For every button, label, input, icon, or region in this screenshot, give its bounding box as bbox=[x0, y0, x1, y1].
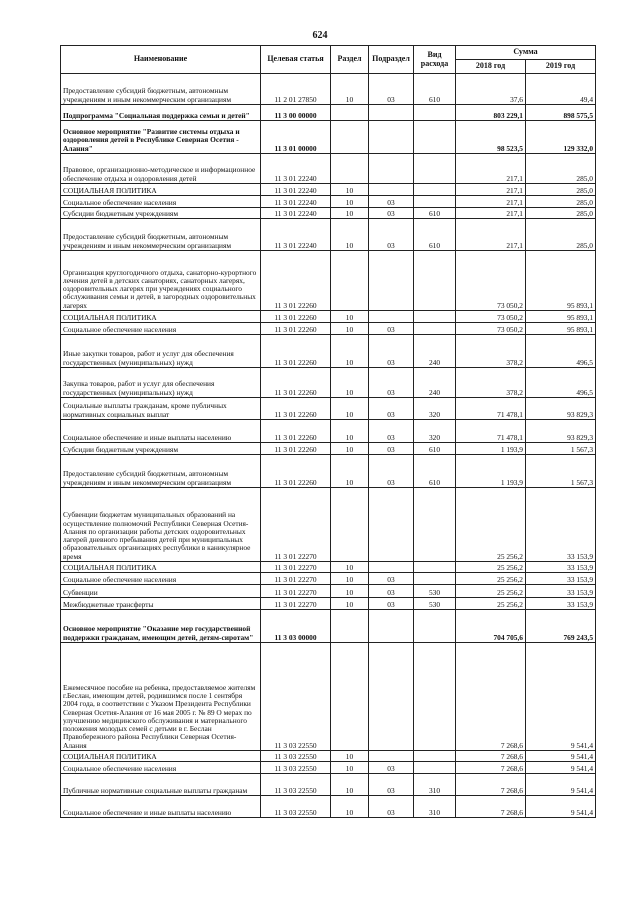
row-sum-2019: 1 567,3 bbox=[526, 455, 596, 488]
table-row bbox=[61, 398, 596, 420]
row-target: 11 3 01 22240 bbox=[261, 208, 331, 219]
table-row bbox=[61, 488, 596, 562]
row-subsection bbox=[369, 251, 414, 311]
row-subsection bbox=[369, 488, 414, 562]
row-subsection bbox=[369, 105, 414, 121]
row-section bbox=[331, 251, 369, 311]
row-name: Субсидии бюджетным учреждениям bbox=[61, 208, 261, 219]
table-row bbox=[61, 751, 596, 762]
row-section: 10 bbox=[331, 573, 369, 585]
row-subsection: 03 bbox=[369, 573, 414, 585]
table-row bbox=[61, 774, 596, 796]
row-expense-type: 240 bbox=[414, 368, 456, 398]
row-expense-type: 310 bbox=[414, 796, 456, 818]
header-expense-type: Вид расхода bbox=[414, 46, 456, 74]
row-sum-2018: 73 050,2 bbox=[456, 323, 526, 335]
header-section: Раздел bbox=[331, 46, 369, 74]
row-target: 11 3 01 22260 bbox=[261, 455, 331, 488]
header-2018: 2018 год bbox=[456, 60, 526, 74]
table-row bbox=[61, 796, 596, 818]
row-target: 11 3 01 22240 bbox=[261, 184, 331, 196]
table-row bbox=[61, 443, 596, 455]
row-name: Правовое, организационно-методическое и информационное обеспечение отдыха и оздоровления детей bbox=[61, 154, 261, 184]
table-row bbox=[61, 573, 596, 585]
row-section: 10 bbox=[331, 184, 369, 196]
row-sum-2018: 25 256,2 bbox=[456, 585, 526, 598]
row-subsection: 03 bbox=[369, 796, 414, 818]
row-expense-type bbox=[414, 610, 456, 643]
table-row bbox=[61, 105, 596, 121]
row-sum-2019: 93 829,3 bbox=[526, 420, 596, 443]
row-name: Социальное обеспечение населения bbox=[61, 323, 261, 335]
row-subsection: 03 bbox=[369, 196, 414, 208]
row-expense-type: 530 bbox=[414, 585, 456, 598]
row-name: СОЦИАЛЬНАЯ ПОЛИТИКА bbox=[61, 562, 261, 573]
row-sum-2019: 95 893,1 bbox=[526, 323, 596, 335]
row-expense-type bbox=[414, 562, 456, 573]
row-name: Основное мероприятие "Развитие системы отдыха и оздоровления детей в Республике Северная Осетия - Алания" bbox=[61, 121, 261, 154]
row-name: Предоставление субсидий бюджетным, автономным учреждениям и иным некоммерческим организациям bbox=[61, 219, 261, 251]
table-row bbox=[61, 323, 596, 335]
row-target: 11 3 03 22550 bbox=[261, 796, 331, 818]
table-row bbox=[61, 762, 596, 774]
row-subsection: 03 bbox=[369, 774, 414, 796]
row-sum-2018: 25 256,2 bbox=[456, 598, 526, 610]
row-section: 10 bbox=[331, 796, 369, 818]
row-sum-2019: 769 243,5 bbox=[526, 610, 596, 643]
row-sum-2018: 1 193,9 bbox=[456, 455, 526, 488]
row-target: 11 3 01 22260 bbox=[261, 311, 331, 323]
row-target: 11 3 01 22260 bbox=[261, 251, 331, 311]
row-sum-2018: 378,2 bbox=[456, 335, 526, 368]
row-sum-2018: 217,1 bbox=[456, 219, 526, 251]
row-name: Иные закупки товаров, работ и услуг для обеспечения государственных (муниципальных) нужд bbox=[61, 335, 261, 368]
row-section: 10 bbox=[331, 74, 369, 105]
row-target: 11 3 01 22260 bbox=[261, 335, 331, 368]
row-sum-2018: 71 478,1 bbox=[456, 420, 526, 443]
row-sum-2018: 37,6 bbox=[456, 74, 526, 105]
row-section: 10 bbox=[331, 208, 369, 219]
row-sum-2019: 496,5 bbox=[526, 368, 596, 398]
row-sum-2018: 25 256,2 bbox=[456, 488, 526, 562]
table-row bbox=[61, 184, 596, 196]
row-name: Основное мероприятие "Оказание мер государственной поддержки гражданам, имеющим детей, детям-сиротам" bbox=[61, 610, 261, 643]
row-section bbox=[331, 121, 369, 154]
row-sum-2019: 9 541,4 bbox=[526, 751, 596, 762]
row-expense-type: 610 bbox=[414, 74, 456, 105]
row-section: 10 bbox=[331, 443, 369, 455]
row-subsection: 03 bbox=[369, 323, 414, 335]
row-expense-type: 530 bbox=[414, 598, 456, 610]
row-subsection: 03 bbox=[369, 598, 414, 610]
row-subsection: 03 bbox=[369, 208, 414, 219]
row-sum-2018: 803 229,1 bbox=[456, 105, 526, 121]
row-expense-type bbox=[414, 105, 456, 121]
row-expense-type: 310 bbox=[414, 774, 456, 796]
row-sum-2019: 9 541,4 bbox=[526, 643, 596, 751]
row-target: 11 3 03 22550 bbox=[261, 774, 331, 796]
row-subsection bbox=[369, 562, 414, 573]
row-name: СОЦИАЛЬНАЯ ПОЛИТИКА bbox=[61, 751, 261, 762]
row-subsection: 03 bbox=[369, 219, 414, 251]
row-target: 11 3 01 00000 bbox=[261, 121, 331, 154]
row-name: Предоставление субсидий бюджетным, автономным учреждениям и иным некоммерческим организациям bbox=[61, 455, 261, 488]
row-target: 11 3 01 22240 bbox=[261, 196, 331, 208]
row-subsection: 03 bbox=[369, 455, 414, 488]
row-target: 11 3 01 22270 bbox=[261, 562, 331, 573]
row-sum-2018: 378,2 bbox=[456, 368, 526, 398]
row-expense-type: 610 bbox=[414, 443, 456, 455]
header-2019: 2019 год bbox=[526, 60, 596, 74]
row-sum-2018: 73 050,2 bbox=[456, 251, 526, 311]
row-target: 11 3 01 22260 bbox=[261, 323, 331, 335]
header-name: Наименование bbox=[61, 46, 261, 74]
table-row bbox=[61, 154, 596, 184]
row-sum-2018: 1 193,9 bbox=[456, 443, 526, 455]
row-sum-2019: 285,0 bbox=[526, 219, 596, 251]
row-expense-type: 320 bbox=[414, 420, 456, 443]
row-sum-2019: 9 541,4 bbox=[526, 796, 596, 818]
row-subsection: 03 bbox=[369, 398, 414, 420]
row-section: 10 bbox=[331, 196, 369, 208]
row-subsection bbox=[369, 184, 414, 196]
row-name: Социальное обеспечение и иные выплаты населению bbox=[61, 796, 261, 818]
row-sum-2018: 73 050,2 bbox=[456, 311, 526, 323]
row-section bbox=[331, 643, 369, 751]
row-name: Закупка товаров, работ и услуг для обеспечения государственных (муниципальных) нужд bbox=[61, 368, 261, 398]
row-sum-2019: 49,4 bbox=[526, 74, 596, 105]
row-name: Субвенции bbox=[61, 585, 261, 598]
row-section: 10 bbox=[331, 751, 369, 762]
row-subsection: 03 bbox=[369, 368, 414, 398]
row-expense-type bbox=[414, 184, 456, 196]
header-sum: Сумма bbox=[456, 46, 596, 60]
row-expense-type: 240 bbox=[414, 335, 456, 368]
row-sum-2018: 217,1 bbox=[456, 154, 526, 184]
table-row bbox=[61, 196, 596, 208]
row-target: 11 3 01 22270 bbox=[261, 488, 331, 562]
row-sum-2019: 33 153,9 bbox=[526, 585, 596, 598]
row-subsection: 03 bbox=[369, 762, 414, 774]
header-target: Целевая статья bbox=[261, 46, 331, 74]
row-section: 10 bbox=[331, 323, 369, 335]
row-sum-2018: 217,1 bbox=[456, 208, 526, 219]
row-sum-2019: 9 541,4 bbox=[526, 774, 596, 796]
row-sum-2019: 898 575,5 bbox=[526, 105, 596, 121]
row-expense-type bbox=[414, 154, 456, 184]
row-target: 11 3 03 00000 bbox=[261, 610, 331, 643]
row-section: 10 bbox=[331, 598, 369, 610]
row-target: 11 3 01 22260 bbox=[261, 368, 331, 398]
row-subsection: 03 bbox=[369, 420, 414, 443]
row-target: 11 3 01 22270 bbox=[261, 573, 331, 585]
row-target: 11 3 01 22240 bbox=[261, 154, 331, 184]
row-expense-type: 320 bbox=[414, 398, 456, 420]
row-subsection: 03 bbox=[369, 74, 414, 105]
row-expense-type bbox=[414, 573, 456, 585]
row-name: Организация круглогодичного отдыха, санаторно-курортного лечения детей в детских санаториях, санаторных лагерях, оздоровительных лагерях при учреждениях социального обслуживания семьи и детей, в загородных оздоровительных лагерях bbox=[61, 251, 261, 311]
row-section: 10 bbox=[331, 774, 369, 796]
row-sum-2019: 285,0 bbox=[526, 184, 596, 196]
row-subsection bbox=[369, 751, 414, 762]
row-expense-type: 610 bbox=[414, 219, 456, 251]
row-expense-type bbox=[414, 643, 456, 751]
row-name: Социальное обеспечение населения bbox=[61, 573, 261, 585]
row-sum-2019: 9 541,4 bbox=[526, 762, 596, 774]
row-sum-2018: 217,1 bbox=[456, 196, 526, 208]
row-subsection: 03 bbox=[369, 443, 414, 455]
row-expense-type bbox=[414, 121, 456, 154]
table-row bbox=[61, 121, 596, 154]
table-row bbox=[61, 368, 596, 398]
row-name: Субсидии бюджетным учреждениям bbox=[61, 443, 261, 455]
row-sum-2019: 285,0 bbox=[526, 154, 596, 184]
row-section: 10 bbox=[331, 311, 369, 323]
table-row bbox=[61, 208, 596, 219]
row-expense-type bbox=[414, 751, 456, 762]
header-subsection: Подраздел bbox=[369, 46, 414, 74]
row-subsection bbox=[369, 154, 414, 184]
row-target: 11 3 03 22550 bbox=[261, 762, 331, 774]
table-body bbox=[61, 74, 596, 818]
row-name: Социальные выплаты гражданам, кроме публичных нормативных социальных выплат bbox=[61, 398, 261, 420]
row-name: Подпрограмма "Социальная поддержка семьи и детей" bbox=[61, 105, 261, 121]
row-name: СОЦИАЛЬНАЯ ПОЛИТИКА bbox=[61, 184, 261, 196]
row-subsection: 03 bbox=[369, 335, 414, 368]
row-expense-type: 610 bbox=[414, 455, 456, 488]
row-name: СОЦИАЛЬНАЯ ПОЛИТИКА bbox=[61, 311, 261, 323]
row-section: 10 bbox=[331, 762, 369, 774]
row-sum-2019: 93 829,3 bbox=[526, 398, 596, 420]
row-name: Публичные нормативные социальные выплаты гражданам bbox=[61, 774, 261, 796]
row-section: 10 bbox=[331, 219, 369, 251]
table-row bbox=[61, 219, 596, 251]
row-expense-type bbox=[414, 323, 456, 335]
row-sum-2019: 285,0 bbox=[526, 196, 596, 208]
budget-table bbox=[60, 45, 596, 818]
table-row bbox=[61, 598, 596, 610]
row-target: 11 3 01 22260 bbox=[261, 420, 331, 443]
row-sum-2019: 33 153,9 bbox=[526, 488, 596, 562]
row-sum-2018: 25 256,2 bbox=[456, 573, 526, 585]
row-section bbox=[331, 610, 369, 643]
table-row bbox=[61, 311, 596, 323]
row-section: 10 bbox=[331, 455, 369, 488]
row-sum-2019: 496,5 bbox=[526, 335, 596, 368]
row-sum-2018: 7 268,6 bbox=[456, 751, 526, 762]
table-row bbox=[61, 643, 596, 751]
row-section bbox=[331, 488, 369, 562]
row-subsection bbox=[369, 610, 414, 643]
table-row bbox=[61, 562, 596, 573]
row-sum-2018: 71 478,1 bbox=[456, 398, 526, 420]
row-name: Межбюджетные трансферты bbox=[61, 598, 261, 610]
row-name: Социальное обеспечение и иные выплаты населению bbox=[61, 420, 261, 443]
row-subsection bbox=[369, 121, 414, 154]
row-subsection bbox=[369, 643, 414, 751]
row-sum-2019: 33 153,9 bbox=[526, 598, 596, 610]
table-row bbox=[61, 335, 596, 368]
row-expense-type bbox=[414, 196, 456, 208]
row-sum-2019: 95 893,1 bbox=[526, 311, 596, 323]
row-section bbox=[331, 154, 369, 184]
row-sum-2018: 7 268,6 bbox=[456, 643, 526, 751]
row-sum-2019: 33 153,9 bbox=[526, 573, 596, 585]
row-name: Ежемесячное пособие на ребенка, предоставляемое жителям г.Беслан, имеющим детей, родившимся после 1 сентября 2004 года, в соответствии с Указом Президента Республики Северная Осетия-Алания от 16 мая 2005 г. № 89 О мерах по улучшению медицинского обслуживания и материального положения молодых семей с детьми в г. Беслан Правобережного района Республики Северная Осетия-Алания bbox=[61, 643, 261, 751]
row-target: 11 3 01 22260 bbox=[261, 443, 331, 455]
row-sum-2019: 129 332,0 bbox=[526, 121, 596, 154]
row-sum-2018: 7 268,6 bbox=[456, 796, 526, 818]
table-row bbox=[61, 585, 596, 598]
row-section: 10 bbox=[331, 585, 369, 598]
table-row bbox=[61, 455, 596, 488]
row-expense-type bbox=[414, 311, 456, 323]
row-target: 11 3 01 22270 bbox=[261, 598, 331, 610]
row-sum-2019: 95 893,1 bbox=[526, 251, 596, 311]
row-sum-2019: 285,0 bbox=[526, 208, 596, 219]
row-sum-2018: 98 523,5 bbox=[456, 121, 526, 154]
row-name: Субвенции бюджетам муниципальных образований на осуществление полномочий Республики Северная Осетия-Алания по организации работы детских оздоровительных лагерей дневного пребывания детей при муниципальных образовательных организациях республики в каникулярное время bbox=[61, 488, 261, 562]
row-sum-2019: 1 567,3 bbox=[526, 443, 596, 455]
row-target: 11 3 03 22550 bbox=[261, 643, 331, 751]
row-expense-type bbox=[414, 762, 456, 774]
row-section bbox=[331, 105, 369, 121]
row-name: Социальное обеспечение населения bbox=[61, 762, 261, 774]
table-row bbox=[61, 251, 596, 311]
row-target: 11 3 03 22550 bbox=[261, 751, 331, 762]
row-expense-type: 610 bbox=[414, 208, 456, 219]
row-sum-2018: 217,1 bbox=[456, 184, 526, 196]
row-name: Социальное обеспечение населения bbox=[61, 196, 261, 208]
row-section: 10 bbox=[331, 335, 369, 368]
row-sum-2018: 7 268,6 bbox=[456, 774, 526, 796]
row-section: 10 bbox=[331, 368, 369, 398]
row-section: 10 bbox=[331, 562, 369, 573]
row-sum-2018: 7 268,6 bbox=[456, 762, 526, 774]
row-section: 10 bbox=[331, 420, 369, 443]
row-target: 11 3 01 22240 bbox=[261, 219, 331, 251]
row-name: Предоставление субсидий бюджетным, автономным учреждениям и иным некоммерческим организациям bbox=[61, 74, 261, 105]
table-row bbox=[61, 610, 596, 643]
row-subsection: 03 bbox=[369, 585, 414, 598]
page-number: 624 bbox=[312, 30, 328, 41]
table-row bbox=[61, 420, 596, 443]
row-target: 11 3 01 22270 bbox=[261, 585, 331, 598]
row-expense-type bbox=[414, 251, 456, 311]
row-sum-2019: 33 153,9 bbox=[526, 562, 596, 573]
row-sum-2018: 704 705,6 bbox=[456, 610, 526, 643]
row-subsection bbox=[369, 311, 414, 323]
row-sum-2018: 25 256,2 bbox=[456, 562, 526, 573]
row-target: 11 3 00 00000 bbox=[261, 105, 331, 121]
row-target: 11 3 01 22260 bbox=[261, 398, 331, 420]
row-section: 10 bbox=[331, 398, 369, 420]
table-row bbox=[61, 74, 596, 105]
row-expense-type bbox=[414, 488, 456, 562]
row-target: 11 2 01 27850 bbox=[261, 74, 331, 105]
